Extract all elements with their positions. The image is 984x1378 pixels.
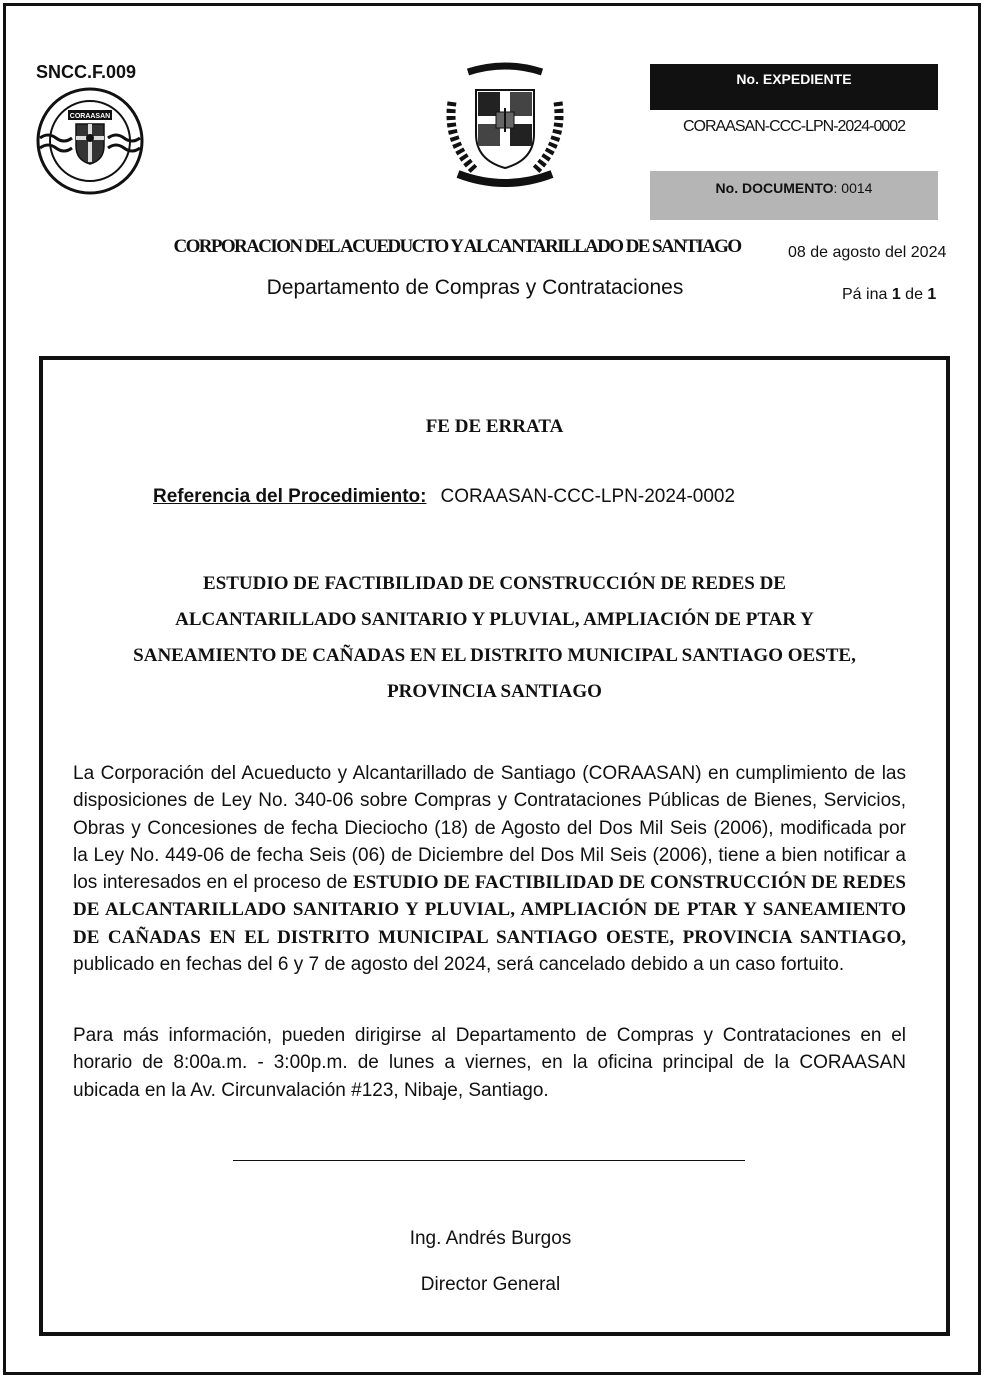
coraasan-seal-logo <box>30 86 150 196</box>
notice-box <box>39 356 950 1336</box>
document-date: 08 de agosto del 2024 <box>788 244 947 261</box>
notice-title: FE DE ERRATA <box>425 416 564 437</box>
coat-of-arms-emblem <box>438 62 572 190</box>
seal-text: CORAASAN <box>69 113 111 120</box>
project-title-line: ALCANTARILLADO SANITARIO Y PLUVIAL, AMPLIACIÓN DE PTAR Y <box>175 609 814 630</box>
page-number <box>842 286 936 304</box>
page-total: 1 <box>927 286 937 303</box>
page-current: 1 <box>891 286 901 303</box>
documento-label: No. DOCUMENTO <box>715 180 834 196</box>
project-title-line: PROVINCIA SANTIAGO <box>387 681 602 702</box>
documento-number: : 0014 <box>833 180 873 196</box>
department-name: Departamento de Compras y Contrataciones <box>266 276 684 299</box>
project-title <box>83 566 906 710</box>
signature-line <box>233 1160 745 1161</box>
procedure-reference <box>153 486 735 508</box>
page-prefix: Pá ina <box>842 286 892 303</box>
page-of: de <box>900 286 928 303</box>
documento-box <box>650 171 938 220</box>
reference-label: Referencia del Procedimiento: <box>153 486 427 507</box>
paragraph-1-project-name: ESTUDIO DE FACTIBILIDAD DE CONSTRUCCIÓN DE REDES DE ALCANTARILLADO SANITARIO Y PLUVIAL, AMPLIACIÓN DE PTAR Y SANEAMIENTO DE CAÑADAS EN EL DISTRITO MUNICIPAL SANTIAGO OESTE, PROVINCIA SANTIAGO, <box>73 872 906 948</box>
project-title-line: ESTUDIO DE FACTIBILIDAD DE CONSTRUCCIÓN DE REDES DE <box>203 573 786 594</box>
signer-title: Director General <box>420 1274 561 1295</box>
paragraph-1-end: publicado en fechas del 6 y 7 de agosto del 2024, será cancelado debido a un caso fortuito. <box>73 954 845 976</box>
form-code: SNCC.F.009 <box>36 62 137 82</box>
notice-paragraph-1 <box>73 760 906 978</box>
signer-name: Ing. Andrés Burgos <box>409 1228 572 1249</box>
notice-paragraph-2: Para más información, pueden dirigirse al Departamento de Compras y Contrataciones en el horario de 8:00a.m. - 3:00p.m. de lunes a viernes, en la oficina principal de la CORAASAN ubicada en la Av. Circunvalación #123, Nibaje, Santiago. <box>73 1025 906 1101</box>
paragraph-1-intro: La Corporación del Acueducto y Alcantarillado de Santiago (CORAASAN) en cumplimiento de las disposiciones de Ley No. 340-06 sobre Compras y Contrataciones Públicas de Bienes, Servicios, Obras y Concesiones de fecha Dieciocho (18) de Agosto del Dos Mil Seis (2006), modificada por la Ley No. 449-06 de fecha Seis (06) de Diciembre del Dos Mil Seis (2006), tiene a bien notificar a los interesados en el proceso de <box>73 763 906 894</box>
organization-name: CORPORACION DEL ACUEDUCTO Y ALCANTARILLADO DE SANTIAGO <box>173 236 741 257</box>
project-title-line: SANEAMIENTO DE CAÑADAS EN EL DISTRITO MUNICIPAL SANTIAGO OESTE, <box>133 645 856 666</box>
expediente-label-box: No. EXPEDIENTE <box>650 64 938 110</box>
expediente-number: CORAASAN-CCC-LPN-2024-0002 <box>682 118 906 135</box>
reference-value: CORAASAN-CCC-LPN-2024-0002 <box>440 486 736 507</box>
